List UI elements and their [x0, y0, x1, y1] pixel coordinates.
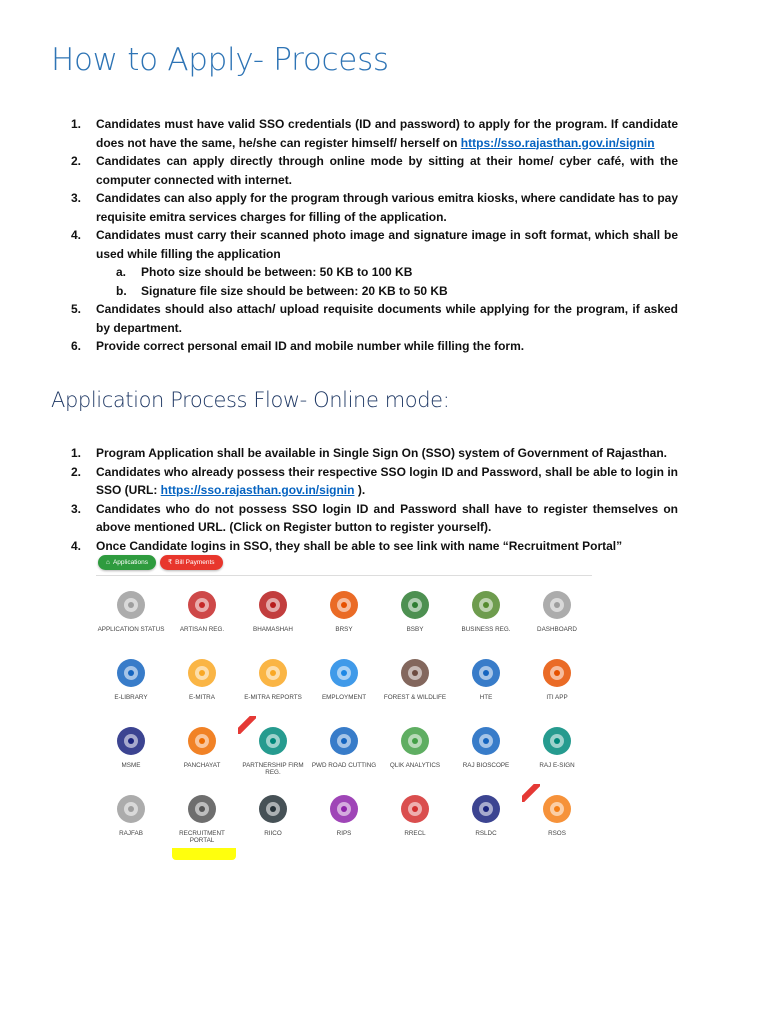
hte-icon	[469, 656, 503, 690]
emblem-icon	[185, 792, 219, 826]
app-tile[interactable]	[522, 580, 592, 646]
app-tile-label: RIICO	[264, 830, 282, 837]
step-text: Candidates who already possess their respective SSO login ID and Password, shall be able to login in SSO (URL:	[96, 464, 678, 497]
app-tile-label: QLIK ANALYTICS	[389, 762, 441, 769]
app-tile-label: PANCHAYAT	[183, 762, 221, 769]
step-number: 4.	[71, 538, 82, 553]
sso-portal-screenshot	[96, 555, 592, 849]
app-tile-label: BSBY	[406, 626, 424, 633]
app-tile-label: FOREST & WILDLIFE	[383, 694, 447, 701]
list-item	[71, 537, 678, 556]
app-tile-label: E-LIBRARY	[114, 694, 148, 701]
app-tile-label: DASHBOARD	[537, 626, 577, 633]
app-tile-label: RAJ BIOSCOPE	[462, 762, 510, 769]
app-tile[interactable]	[309, 580, 379, 646]
app-tile[interactable]	[380, 648, 450, 714]
app-tile[interactable]	[522, 648, 592, 714]
app-tile[interactable]	[238, 580, 308, 646]
iti-icon	[540, 656, 574, 690]
app-tile-label: E-MITRA	[189, 694, 215, 701]
app-tile-label: EMPLOYMENT	[321, 694, 367, 701]
apply-steps-list	[71, 115, 678, 356]
step-number: 1.	[71, 117, 82, 131]
bsby-icon	[398, 588, 432, 622]
app-tile[interactable]	[380, 716, 450, 782]
step-number: 6.	[71, 339, 82, 353]
elibrary-icon	[114, 656, 148, 690]
list-item	[71, 152, 678, 189]
sso-signin-link[interactable]: https://sso.rajasthan.gov.in/signin	[460, 135, 655, 150]
qlik-icon	[398, 724, 432, 758]
app-tile[interactable]	[451, 648, 521, 714]
app-tile-label: RSOS	[548, 830, 566, 837]
list-item	[71, 463, 678, 500]
step-text: Provide correct personal email ID and mobile number while filling the form.	[96, 339, 525, 353]
applications-tab[interactable]	[98, 555, 156, 570]
app-tile-label: BHAMASHAH	[253, 626, 293, 633]
app-tile-label: ITI APP	[546, 694, 568, 701]
app-tile-label: BRSY	[335, 626, 353, 633]
panchayat-icon	[185, 724, 219, 758]
app-tile[interactable]	[96, 648, 166, 714]
flow-steps-list	[71, 444, 678, 555]
new-ribbon	[238, 716, 256, 734]
step-text: Candidates must have valid SSO credentials (ID and password) to apply for the program. If candidate does not have the same, he/she can register himself/ herself on	[96, 117, 678, 150]
app-tile-label: RECRUITMENT PORTAL	[179, 830, 225, 844]
dashboard-icon	[540, 588, 574, 622]
step-text: Program Application shall be available in Single Sign On (SSO) system of Government of Rajasthan.	[96, 446, 668, 460]
page-title: How to Apply- Process	[51, 42, 389, 78]
flow-title: Application Process Flow- Online mode:	[51, 388, 450, 412]
app-tile-label: PWD ROAD CUTTING	[311, 762, 377, 769]
app-tile[interactable]	[238, 716, 308, 782]
rips-icon	[327, 792, 361, 826]
app-tile-label: E-MITRA REPORTS	[244, 694, 302, 701]
gear-icon	[327, 656, 361, 690]
app-tile[interactable]	[309, 648, 379, 714]
riico-icon	[256, 792, 290, 826]
app-tile[interactable]	[238, 648, 308, 714]
sub-list-item	[116, 263, 678, 282]
app-tile[interactable]	[451, 580, 521, 646]
app-tile[interactable]	[309, 716, 379, 782]
step-text: Candidates must carry their scanned photo image and signature image in soft format, which shall be used while filling the application	[96, 228, 678, 261]
step-text-end: ).	[354, 483, 366, 497]
emitra-reports-icon	[256, 656, 290, 690]
forest-icon	[398, 656, 432, 690]
app-grid	[96, 575, 592, 848]
step-number: 1.	[71, 446, 82, 460]
bhamashah-icon	[256, 588, 290, 622]
rsos-icon	[540, 792, 574, 826]
app-tile[interactable]	[167, 580, 237, 646]
step-number: 4.	[71, 228, 82, 242]
applications-tab-label: Applications	[112, 559, 148, 566]
app-tile-label: RIPS	[336, 830, 352, 837]
list-item	[71, 300, 678, 337]
rrecl-icon	[398, 792, 432, 826]
disc-icon	[114, 588, 148, 622]
step-text: Candidates should also attach/ upload requisite documents while applying for the program, if asked by department.	[96, 302, 678, 335]
list-item	[71, 500, 678, 537]
new-ribbon	[522, 784, 540, 802]
msme-icon	[114, 724, 148, 758]
sub-step-number: a.	[116, 265, 127, 279]
app-tile[interactable]	[238, 784, 308, 850]
app-tile-label: MSME	[121, 762, 141, 769]
step-text: Candidates can also apply for the program through various emitra kiosks, where candidate has to pay requisite emitra services charges for filling of the application.	[96, 191, 678, 224]
app-tile-label: RAJ E-SIGN	[539, 762, 575, 769]
bioscope-icon	[469, 724, 503, 758]
sso-signin-link[interactable]: https://sso.rajasthan.gov.in/signin	[160, 483, 355, 497]
list-item	[71, 189, 678, 226]
app-tile[interactable]	[167, 784, 237, 850]
sub-list-item	[116, 282, 678, 301]
app-tile-label: APPLICATION STATUS	[97, 626, 165, 633]
app-tile[interactable]	[96, 580, 166, 646]
step-emphasis: online mode	[329, 154, 403, 168]
bill-icon: ₹	[168, 559, 173, 566]
step-number: 3.	[71, 501, 82, 516]
app-tile-label: RSLDC	[475, 830, 497, 837]
handshake-icon	[256, 724, 290, 758]
app-tile[interactable]	[451, 784, 521, 850]
app-tile[interactable]	[380, 580, 450, 646]
app-tile[interactable]	[167, 648, 237, 714]
home-icon: ⌂	[106, 559, 110, 566]
app-tile[interactable]	[451, 716, 521, 782]
business-icon	[469, 588, 503, 622]
rajfab-icon	[114, 792, 148, 826]
artisan-icon	[185, 588, 219, 622]
step-text: Candidates can apply directly through	[96, 154, 330, 168]
sub-step-text: Signature file size should be between: 20 KB to 50 KB	[141, 283, 448, 298]
emitra-icon	[185, 656, 219, 690]
pwd-icon	[327, 724, 361, 758]
step-text: Candidates who do not possess SSO login ID and Password shall have to register themselves on above mentioned URL. (Click on Register button to register yourself).	[96, 501, 678, 534]
app-tile-label: RAJFAB	[119, 830, 143, 837]
sub-step-number: b.	[116, 283, 127, 298]
esign-icon	[540, 724, 574, 758]
list-item	[71, 337, 678, 356]
bill-payments-tab[interactable]	[160, 555, 223, 570]
app-tile[interactable]	[522, 716, 592, 782]
list-item	[71, 115, 678, 152]
app-tile[interactable]	[167, 716, 237, 782]
app-tile[interactable]	[96, 716, 166, 782]
step-text: Once Candidate logins in SSO, they shall be able to see link with name “Recruitment Portal”	[96, 538, 623, 553]
step-number: 5.	[71, 302, 82, 316]
app-tile-label: RRECL	[404, 830, 426, 837]
step-number: 3.	[71, 191, 82, 205]
app-tile-label: BUSINESS REG.	[461, 626, 511, 633]
app-tile[interactable]	[96, 784, 166, 850]
app-tile-label: HTE	[479, 694, 493, 701]
app-tile-label: PARTNERSHIP FIRM REG.	[242, 762, 304, 776]
app-tile[interactable]	[522, 784, 592, 850]
sub-step-text: Photo size should be between: 50 KB to 100 KB	[141, 265, 413, 279]
step-text-end: by sitting at their home/ cyber café, with the computer connected with internet.	[96, 154, 678, 187]
app-tile[interactable]	[380, 784, 450, 850]
step-number: 2.	[71, 154, 82, 168]
app-tile-label: ARTISAN REG.	[179, 626, 225, 633]
brsy-icon	[327, 588, 361, 622]
bill-payments-tab-label: Bill Payments	[175, 559, 215, 566]
list-item	[71, 444, 678, 463]
list-item	[71, 226, 678, 263]
rsldc-icon	[469, 792, 503, 826]
app-tile[interactable]	[309, 784, 379, 850]
step-number: 2.	[71, 464, 82, 479]
